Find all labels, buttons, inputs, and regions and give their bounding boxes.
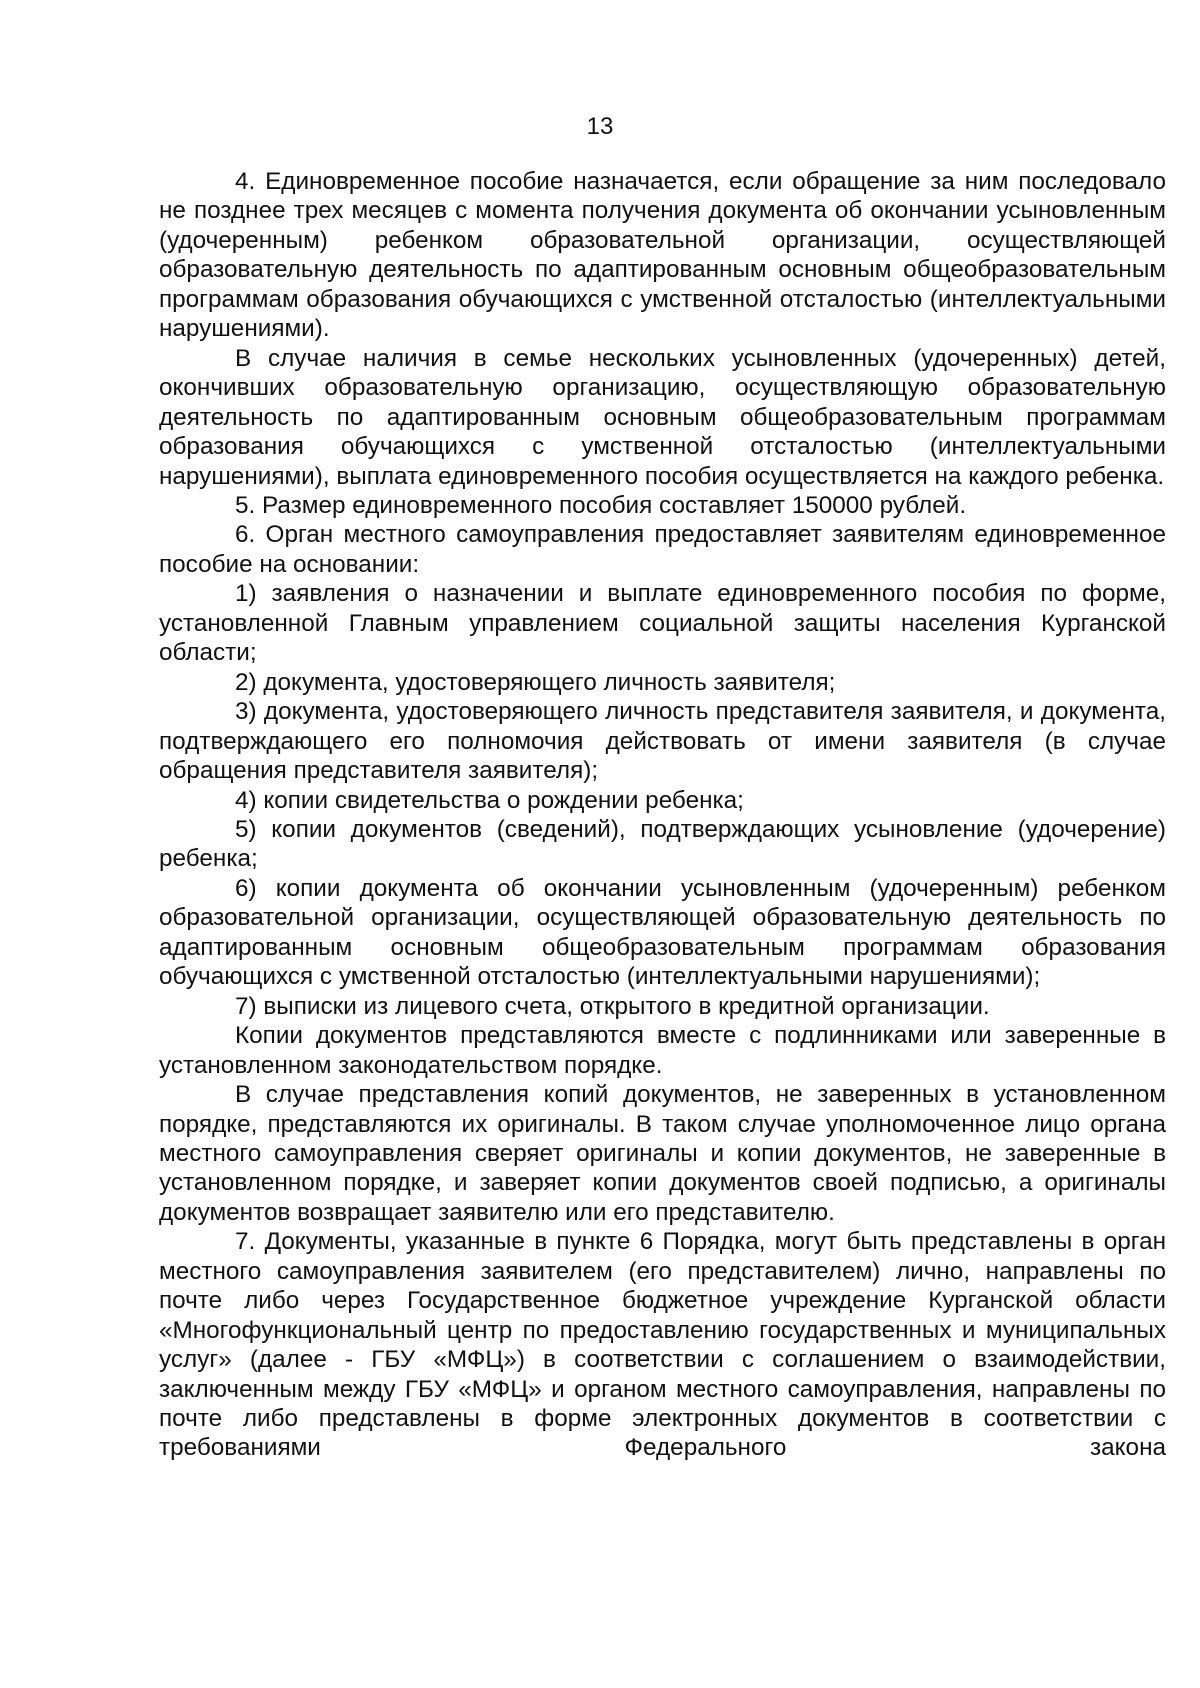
paragraph-item-5: 5. Размер единовременного пособия составляет 150000 рублей. <box>235 491 967 519</box>
paragraph-item-7: 7. Документы, указанные в пункте 6 Порядка, могут быть представлены в орган местного самоуправления заявителем (его представителем) лично, направлены по почте либо через Государственное бюджетное учреждение Курганской области «Многофункциональный центр по предоставлению государственных и муниципальных услуг» (далее - ГБУ «МФЦ») в соответствии с соглашением о взаимодействии, заключенным между ГБУ «МФЦ» и органом местного самоуправления, направлены по почте либо представлены в форме электронных документов в соответствии с требованиями Федерального закона <box>159 1228 1166 1462</box>
paragraph-item-4: 4. Единовременное пособие назначается, если обращение за ним последовало не позднее трех месяцев с момента получения документа об окончании усыновленным (удочеренным) ребенком образовательной организации, осуществляющей образовательную деятельность по адаптированным основным общеобразовательным программам образования обучающихся с умственной отсталостью (интеллектуальными нарушениями). <box>159 168 1166 343</box>
page-number: 13 <box>586 113 614 140</box>
paragraph-copies: Копии документов представляются вместе с подлинниками или заверенные в установленном законодательством порядке. <box>159 1022 1166 1079</box>
list-item-3: 3) документа, удостоверяющего личность представителя заявителя, и документа, подтверждающего его полномочия действовать от имени заявителя (в случае обращения представителя заявителя); <box>159 698 1166 785</box>
paragraph-multiple-children: В случае наличия в семье нескольких усыновленных (удочеренных) детей, окончивших образовательную организацию, осуществляющую образовательную деятельность по адаптированным основным общеобразовательным программам образования обучающихся с умственной отсталостью (интеллектуальными нарушениями), выплата единовременного пособия осуществляется на каждого ребенка. <box>159 344 1166 490</box>
list-item-5: 5) копии документов (сведений), подтверждающих усыновление (удочерение) ребенка; <box>159 815 1166 873</box>
document-body <box>159 167 1166 1463</box>
list-item-2: 2) документа, удостоверяющего личность заявителя; <box>235 668 836 696</box>
list-item-1: 1) заявления о назначении и выплате единовременного пособия по форме, установленной Главным управлением социальной защиты населения Курганской области; <box>159 580 1166 667</box>
list-item-7: 7) выписки из лицевого счета, открытого в кредитной организации. <box>235 992 990 1020</box>
paragraph-item-6: 6. Орган местного самоуправления предоставляет заявителям единовременное пособие на основании: <box>159 521 1166 578</box>
paragraph-uncertified-copies: В случае представления копий документов, не заверенных в установленном порядке, представляются их оригиналы. В таком случае уполномоченное лицо органа местного самоуправления сверяет оригиналы и копии документов, не заверенные в установленном порядке, и заверяет копии документов своей подписью, а оригиналы документов возвращает заявителю или его представителю. <box>159 1081 1166 1226</box>
list-item-6: 6) копии документа об окончании усыновленным (удочеренным) ребенком образовательной организации, осуществляющей образовательную деятельность по адаптированным основным общеобразовательным программам образования обучающихся с умственной отсталостью (интеллектуальными нарушениями); <box>159 874 1166 991</box>
list-item-4: 4) копии свидетельства о рождении ребенка; <box>235 786 744 814</box>
